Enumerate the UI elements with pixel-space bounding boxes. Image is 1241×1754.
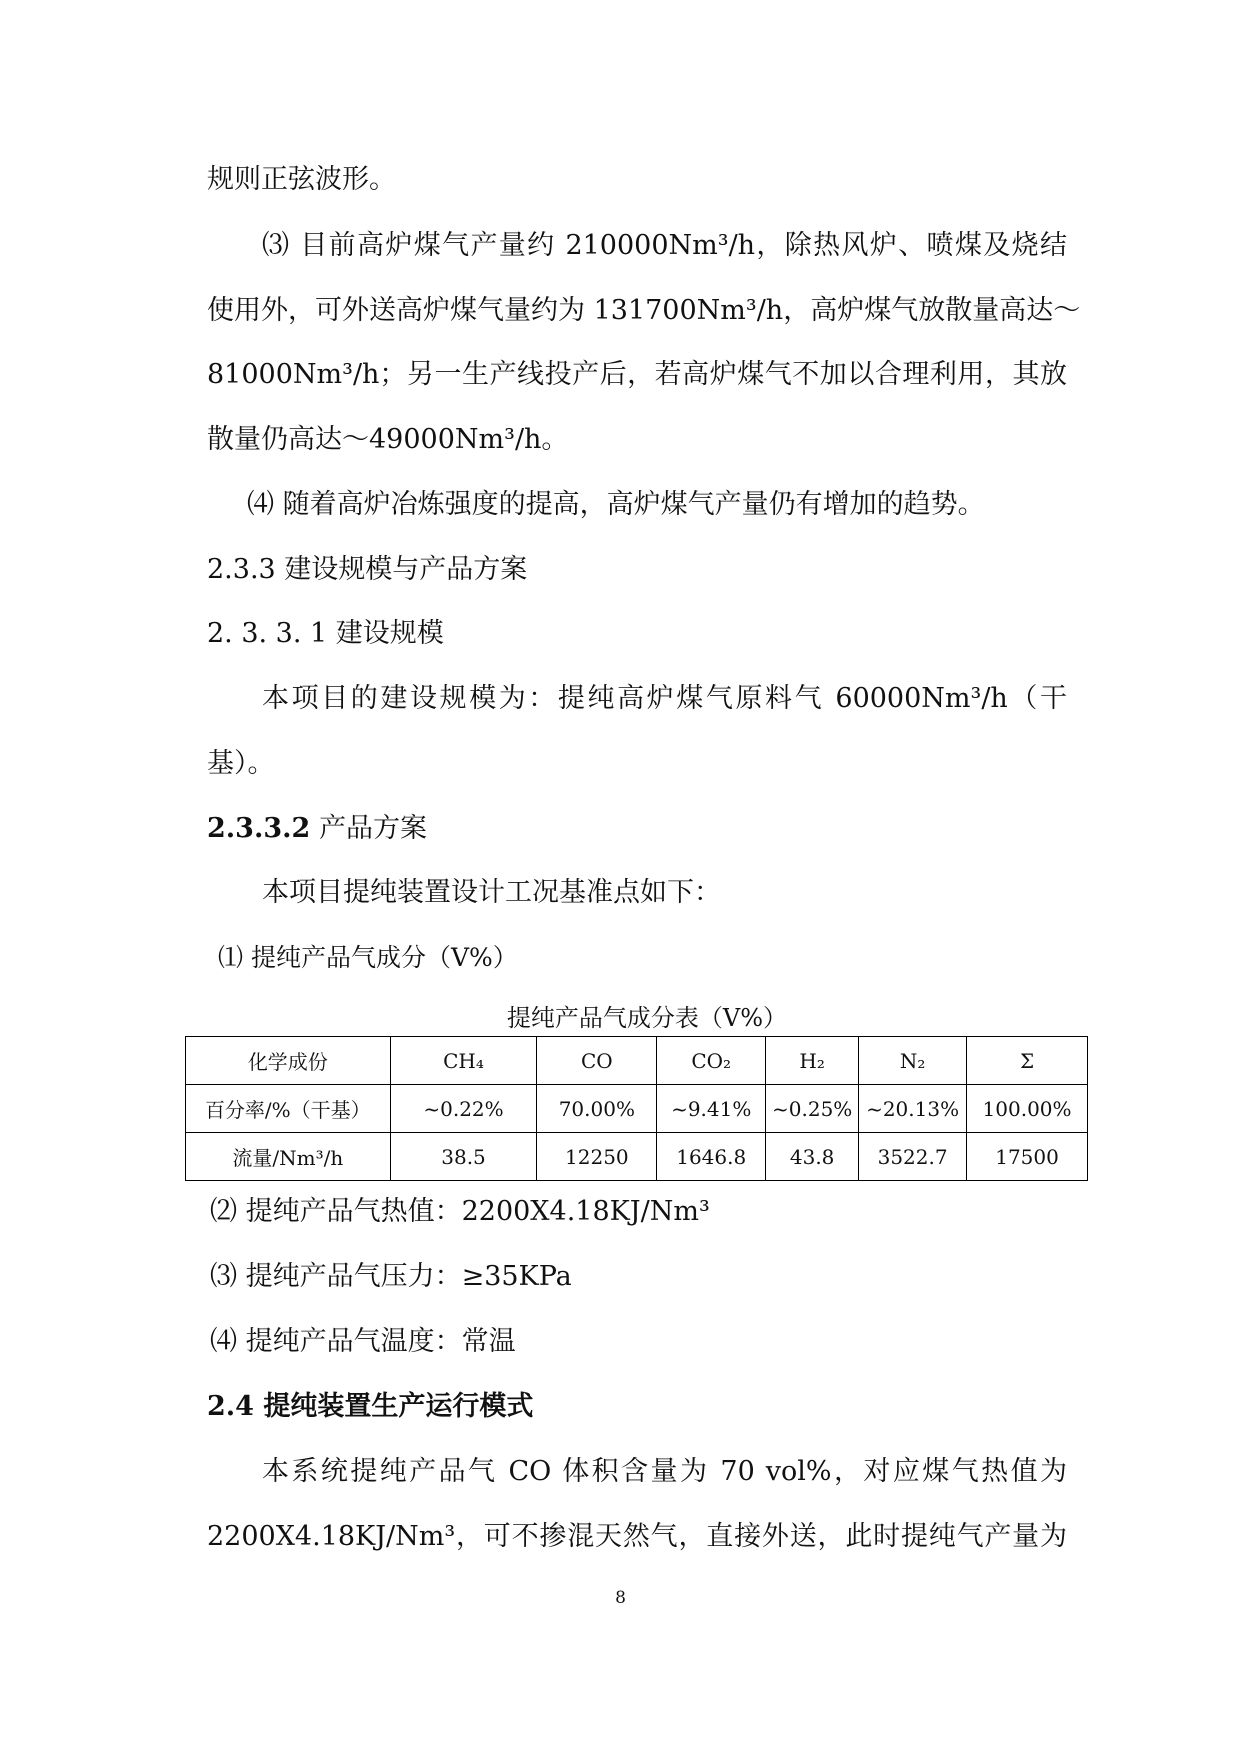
heading-text: 产品方案 (310, 813, 427, 844)
body-text-line: ⑷ 随着高炉冶炼强度的提高，高炉煤气产量仍有增加的趋势。 (247, 489, 985, 520)
section-heading: 2.3.3 建设规模与产品方案 (207, 554, 528, 585)
body-text-line: 2200X4.18KJ/Nm³，可不掺混天然气，直接外送，此时提纯气产量为 (207, 1521, 1067, 1552)
table-cell: H₂ (766, 1037, 859, 1085)
list-item: ⑴ 提纯产品气成分（V%） (218, 943, 518, 972)
table-row (186, 1085, 1088, 1133)
table-cell: 17500 (967, 1133, 1088, 1181)
table-cell: 化学成份 (186, 1037, 391, 1085)
body-text-line: 使用外，可外送高炉煤气量约为 131700Nm³/h，高炉煤气放散量高达～ (207, 295, 1081, 326)
page-number: 8 (615, 1588, 626, 1608)
table-cell: 38.5 (390, 1133, 537, 1181)
table-header-row (186, 1037, 1088, 1085)
table-cell: N₂ (859, 1037, 967, 1085)
section-heading: 2.4 提纯装置生产运行模式 (207, 1391, 534, 1422)
body-text-line: 规则正弦波形。 (207, 164, 396, 195)
body-text-line: 本系统提纯产品气 CO 体积含量为 70 vol%，对应煤气热值为 (262, 1456, 1067, 1487)
table-cell: 1646.8 (657, 1133, 766, 1181)
table-cell: 43.8 (766, 1133, 859, 1181)
table-cell: 百分率/%（干基） (186, 1085, 391, 1133)
subsection-heading: 2. 3. 3. 1 建设规模 (207, 618, 444, 649)
table-cell: 70.00% (537, 1085, 657, 1133)
table-cell: CH₄ (390, 1037, 537, 1085)
list-item: ⑶ 提纯产品气压力：≥35KPa (210, 1261, 572, 1292)
body-text-line: 本项目提纯装置设计工况基准点如下： (262, 877, 721, 908)
body-text-line: 本项目的建设规模为：提纯高炉煤气原料气 60000Nm³/h（干 (262, 683, 1067, 714)
list-item: ⑵ 提纯产品气热值：2200X4.18KJ/Nm³ (210, 1196, 710, 1227)
body-text-line: 81000Nm³/h；另一生产线投产后，若高炉煤气不加以合理利用，其放 (207, 359, 1067, 390)
table-cell: 12250 (537, 1133, 657, 1181)
heading-number: 2.3.3.2 (207, 813, 311, 844)
table-cell: ~0.25% (766, 1085, 859, 1133)
body-text-line: 散量仍高达～49000Nm³/h。 (207, 424, 569, 455)
table-row (186, 1133, 1088, 1181)
table-cell: ~0.22% (390, 1085, 537, 1133)
table-cell: CO₂ (657, 1037, 766, 1085)
table-cell: 3522.7 (859, 1133, 967, 1181)
table-cell: 100.00% (967, 1085, 1088, 1133)
table-cell: ~20.13% (859, 1085, 967, 1133)
table-cell: Σ (967, 1037, 1088, 1085)
table-cell: 流量/Nm³/h (186, 1133, 391, 1181)
body-text-line: 基）。 (207, 748, 275, 779)
composition-table (185, 1036, 1088, 1181)
body-text-line: ⑶ 目前高炉煤气产量约 210000Nm³/h，除热风炉、喷煤及烧结 (262, 230, 1067, 261)
subsection-heading (207, 809, 1067, 849)
table-caption: 提纯产品气成分表（V%） (506, 1004, 788, 1032)
table-cell: ~9.41% (657, 1085, 766, 1133)
table-cell: CO (537, 1037, 657, 1085)
list-item: ⑷ 提纯产品气温度：常温 (210, 1326, 516, 1357)
